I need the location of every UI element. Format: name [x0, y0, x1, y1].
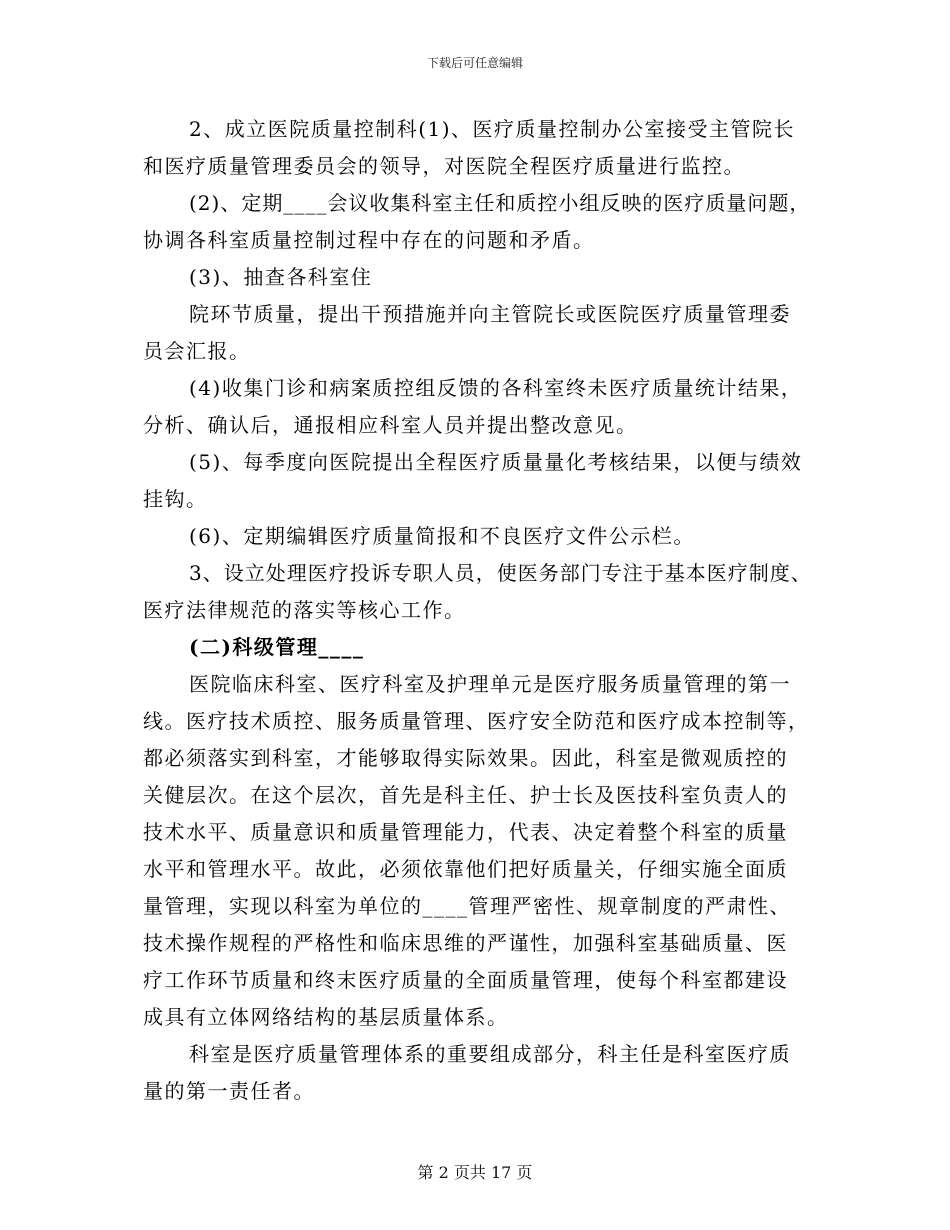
body-line: (6)、定期编辑医疗质量简报和不良医疗文件公示栏。 [189, 524, 695, 548]
body-line: 技术操作规程的严格性和临床思维的严谨性，加强科室基础质量、医 [143, 931, 788, 955]
body-line: 水平和管理水平。故此，必须依靠他们把好质量关，仔细实施全面质 [143, 857, 788, 881]
body-line: 3、设立处理医疗投诉专职人员，使医务部门专注于基本医疗制度、 [189, 561, 812, 585]
body-line: 2、成立医院质量控制科(1)、医疗质量控制办公室接受主管院长 [189, 117, 796, 141]
body-line: 和医疗质量管理委员会的领导，对医院全程医疗质量进行监控。 [143, 154, 745, 178]
body-line: 医院临床科室、医疗科室及护理单元是医疗服务质量管理的第一 [189, 672, 791, 696]
body-line: 都必须落实到科室，才能够取得实际效果。因此，科室是微观质控的 [143, 746, 788, 770]
body-line: 疗工作环节质量和终末医疗质量的全面质量管理，使每个科室都建设 [143, 968, 788, 992]
body-line: 挂钩。 [143, 487, 208, 511]
body-line: 协调各科室质量控制过程中存在的问题和矛盾。 [143, 228, 595, 252]
body-line: 分析、确认后，通报相应科室人员并提出整改意见。 [143, 413, 638, 437]
page-header: 下载后可任意编辑 [426, 56, 523, 70]
body-line: (5)、每季度向医院提出全程医疗质量量化考核结果，以便与绩效 [189, 450, 803, 474]
body-line: 医疗法律规范的落实等核心工作。 [143, 598, 466, 622]
body-line: 员会汇报。 [143, 339, 251, 363]
body-line: 线。医疗技术质控、服务质量管理、医疗安全防范和医疗成本控制等， [143, 709, 810, 733]
section-heading: (二)科级管理____ [189, 635, 365, 659]
body-line: 科室是医疗质量管理体系的重要组成部分，科主任是科室医疗质 [189, 1042, 791, 1066]
body-line: 技术水平、质量意识和质量管理能力，代表、决定着整个科室的质量 [143, 820, 788, 844]
body-line: (3)、抽查各科室住 [189, 265, 373, 289]
body-line: (4)收集门诊和病案质控组反馈的各科室终未医疗质量统计结果， [189, 376, 803, 400]
body-line: 成具有立体网络结构的基层质量体系。 [143, 1005, 509, 1029]
body-line: 关健层次。在这个层次，首先是科主任、护士长及医技科室负责人的 [143, 783, 788, 807]
body-line: 院环节质量，提出干预措施并向主管院长或医院医疗质量管理委 [189, 302, 791, 326]
body-line: 量管理，实现以科室为单位的____管理严密性、规章制度的严肃性、 [143, 894, 791, 918]
body-line: (2)、定期____会议收集科室主任和质控小组反映的医疗质量问题， [189, 191, 811, 215]
page-number: 第 2 页共 17 页 [417, 1163, 533, 1182]
body-line: 量的第一责任者。 [143, 1079, 315, 1103]
